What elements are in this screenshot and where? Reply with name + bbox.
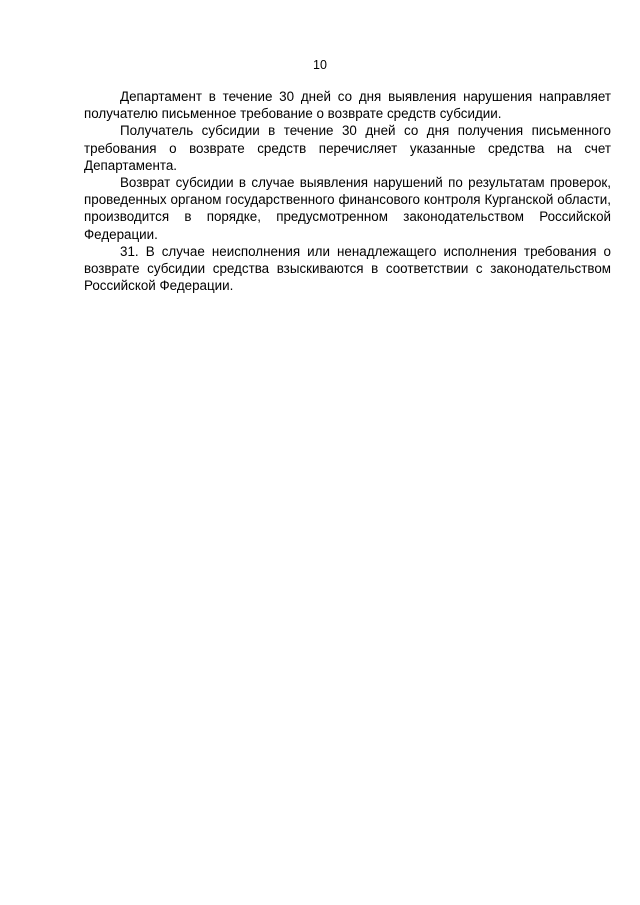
paragraph-violation-notice: Департамент в течение 30 дней со дня выявления нарушения направляет получателю письменное требование о возврате средств субсидии. (84, 89, 611, 122)
paragraph-clause-31: 31. В случае неисполнения или ненадлежащего исполнения требования о возврате субсидии средства взыскиваются в соответствии с законодательством Российской Федерации. (84, 243, 611, 294)
page-number: 10 (313, 58, 327, 72)
paragraph-refund-transfer: Получатель субсидии в течение 30 дней со дня получения письменного требования о возврате средств перечисляет указанные средства на счет Департамента. (84, 123, 611, 173)
document-body (84, 88, 611, 294)
paragraph-audit-refund: Возврат субсидии в случае выявления нарушений по результатам проверок, проведенных органом государственного финансового контроля Курганской области, производится в порядке, предусмотренном законодательством Российской Федерации. (84, 175, 611, 242)
